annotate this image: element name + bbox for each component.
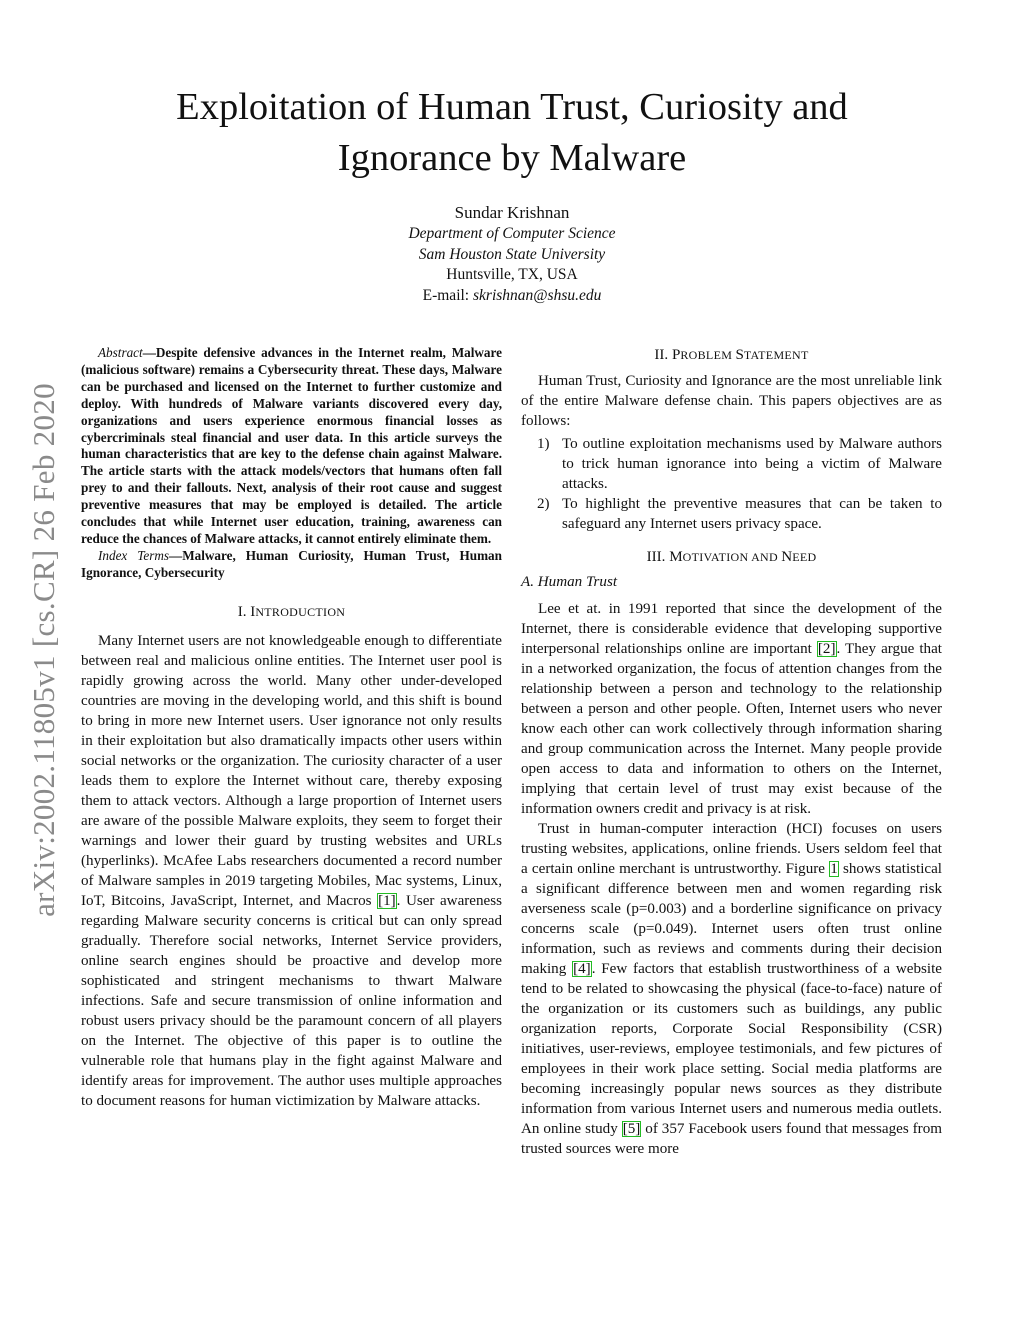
title-line-1: Exploitation of Human Trust, Curiosity and bbox=[176, 86, 848, 128]
abstract bbox=[81, 345, 502, 548]
abstract-text: —Despite defensive advances in the Internet realm, Malware (malicious software) remains a Cybersecurity threat. These days, Malware can be purchased and licensed on the Internet to further customize and deploy. With hundreds of Malware variants discovered every day, organizations and users experience enormous financial losses as cybercriminals steal financial and user data. In this article surveys the human characteristics that are key to the defense chain against Malware. The article starts with the attack models/vectors that humans often fall prey to and their fallouts. Next, analysis of their root cause and suggest preventive measures that may be employed is detailed. The article concludes that while Internet user education, training, awareness can reduce the chances of Malware attacks, it cannot entirely eliminate them. bbox=[81, 345, 502, 546]
author-email-line bbox=[0, 286, 1024, 307]
left-column bbox=[81, 345, 502, 1111]
section-heading-introduction: I. INTRODUCTION bbox=[237, 603, 346, 620]
section-heading-problem-statement: II. PROBLEM STATEMENT bbox=[654, 347, 809, 363]
index-terms-text: —Malware, Human Curiosity, Human Trust, Human Ignorance, Cybersecurity bbox=[81, 547, 502, 580]
author-name: Sundar Krishnan bbox=[454, 203, 570, 222]
subsection-heading-human-trust: A. Human Trust bbox=[521, 574, 618, 590]
author-email: skrishnan@shsu.edu bbox=[473, 286, 602, 304]
citation-link[interactable]: [5] bbox=[622, 1121, 641, 1137]
problem-statement-intro: Human Trust, Curiosity and Ignorance are the most unreliable link of the entire Malware defense chain. This papers objectives are as follows: bbox=[521, 373, 942, 429]
abstract-label: Abstract bbox=[98, 345, 143, 360]
arxiv-identifier-text: arXiv:2002.11805v1 [cs.CR] 26 Feb 2020 bbox=[26, 383, 61, 917]
author-block bbox=[0, 201, 1024, 306]
human-trust-paragraph-1: Lee et at. in 1991 reported that since the development of the Internet, there is considerable evidence that developing supportive interpersonal relationships online are important [2]. They argue that in a networked organization, the focus of attention changes from the relationship between a person and technology to the relationship between a person and other people. Often, Internet users who never know each other can work collectively through information sharing and group communication across the Internet. Many people provide open access to data and information to others on the Internet, implying that certain level of trust may exist because of the information owners credit and privacy is at risk. bbox=[521, 601, 942, 817]
right-column bbox=[521, 345, 942, 1159]
index-terms-label: Index Terms bbox=[98, 547, 170, 563]
title-line-2: Ignorance by Malware bbox=[337, 137, 687, 179]
introduction-paragraph: Many Internet users are not knowledgeable enough to differentiate between real and malicious online entities. The Internet user pool is rapidly growing across the world. Many other under-developed countries are moving in the developing world, and this shift is bound to bring in more new Internet users. User ignorance not only results in their exploitation but also dramatically impacts other users within social networks or the organization. The curiosity character of a user leads them to explore the Internet without care, thereby exposing them to attack vectors. Although a large proportion of Internet users are aware of the possible Malware exploits, they seem to forget their warnings and lower their guard by trusting websites and URLs (hyperlinks). McAfee Labs researchers documented a record number of Malware samples in 2019 targeting Mobiles, Mac systems, Linux, IoT, Bitcoins, JavaScript, Internet, and Macros [1]. User awareness regarding Malware security concerns is critical but can only spread gradually. Therefore social networks, Internet Service providers, online search engines should be proactive and develop more sophisticated and stringent mechanisms to thwart Malware infections. Safe and secure transmission of online information and robust users privacy should be the paramount concern of all players on the Internet. The objective of this paper is to outline the vulnerable role that humans play in the fight against Malware and identify areas for improvement. The author uses multiple approaches to document reasons for human victimization by Malware attacks. bbox=[81, 632, 502, 1109]
human-trust-paragraph-2: Trust in human-computer interaction (HCI) focuses on users trusting websites, applications, online friends. Users seldom feel that a certain online merchant is untrustworthy. Figure 1 shows statistical a significant difference between men and women regarding risk averseness scale (p=0.003) and a borderline significance on privacy concerns scale (p=0.049). Internet users often trust online information, such as reviews and comments during their decision making [4]. Few factors that establish trustworthiness of a website tend to be related to showcasing the physical (face-to-face) nature of the organization or its customers such as buildings, any public organization reports, Corporate Social Responsibility (CSR) initiatives, user-reviews, employee testimonials, and few pictures of employees in their work place setting. Social media platforms are becoming increasingly popular news sources as they distribute information from various Internet users and numerous media outlets. An online study [5] of 357 Facebook users found that messages from trusted sources were more bbox=[521, 821, 942, 1157]
author-location: Huntsville, TX, USA bbox=[446, 266, 578, 283]
list-item: 1) To outline exploitation mechanisms used by Malware authors to trick human ignorance into being a victim of Malware attacks. bbox=[537, 436, 942, 492]
email-label: E-mail: bbox=[422, 286, 473, 304]
author-university: Sam Houston State University bbox=[418, 245, 606, 263]
figure-link[interactable]: 1 bbox=[830, 861, 838, 877]
author-department: Department of Computer Science bbox=[408, 225, 616, 242]
citation-link[interactable]: [4] bbox=[573, 961, 591, 977]
section-heading-motivation: III. MOTIVATION AND NEED bbox=[646, 549, 817, 565]
citation-link[interactable]: [2] bbox=[817, 641, 836, 657]
paper-title bbox=[0, 82, 1024, 184]
list-item: 2) To highlight the preventive measures that can be taken to safeguard any Internet users privacy space. bbox=[537, 496, 942, 532]
arxiv-identifier-stamp bbox=[28, 355, 60, 945]
citation-link[interactable]: [1] bbox=[378, 892, 396, 909]
index-terms bbox=[81, 548, 502, 582]
objectives-list bbox=[521, 434, 942, 534]
